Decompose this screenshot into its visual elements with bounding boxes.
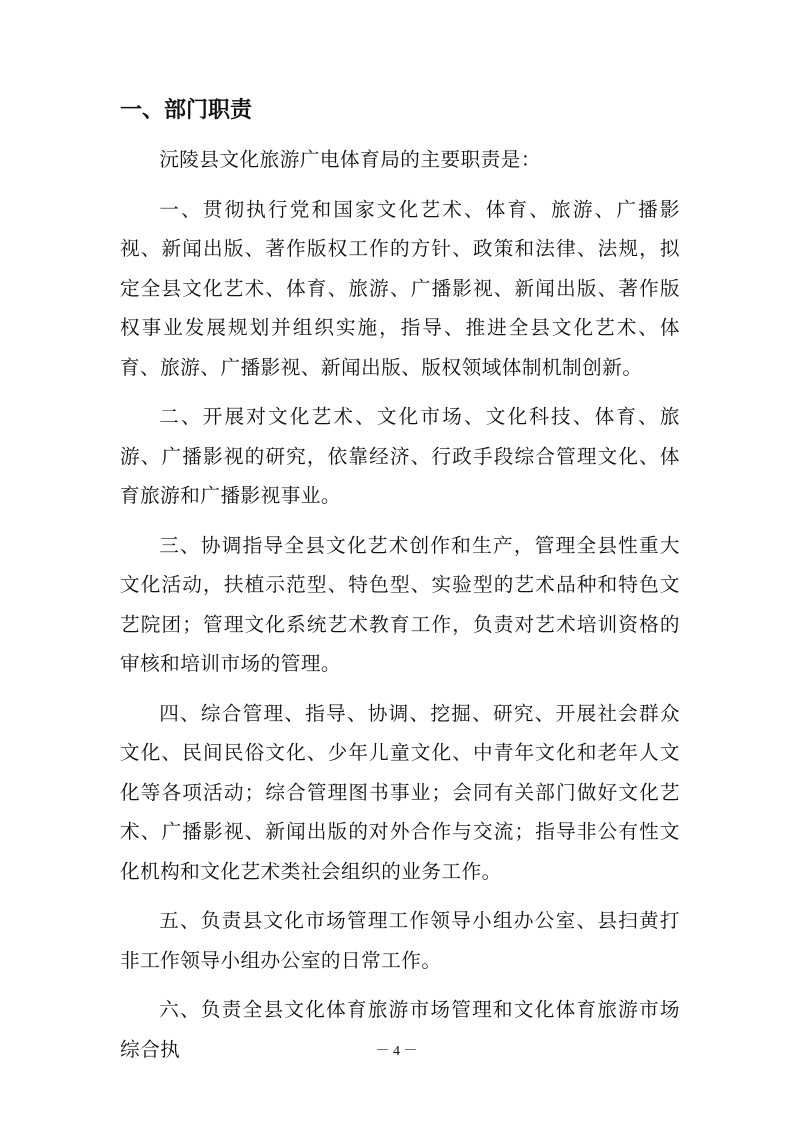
paragraph-duty-5: 五、负责县文化市场管理工作领导小组办公室、县扫黄打非工作领导小组办公室的日常工作。 (120, 909, 680, 972)
paragraph-duty-4: 四、综合管理、指导、协调、挖掘、研究、开展社会群众文化、民间民俗文化、少年儿童文化、中青年文化和老年人文化等各项活动；综合管理图书事业；会同有关部门做好文化艺术、广播影视、新闻出版的对外合作与交流；指导非公有性文化机构和文化艺术类社会组织的业务工作。 (120, 701, 680, 883)
body-text (120, 140, 680, 1079)
paragraph-duty-3: 三、协调指导全县文化艺术创作和生产，管理全县性重大文化活动，扶植示范型、特色型、实验型的艺术品种和特色文艺院团；管理文化系统艺术教育工作，负责对艺术培训资格的审核和培训市场的管理。 (120, 533, 680, 675)
section-heading: 一、部门职责 (120, 98, 253, 123)
paragraph-duty-1: 一、贯彻执行党和国家文化艺术、体育、旅游、广播影视、新闻出版、著作版权工作的方针、政策和法律、法规，拟定全县文化艺术、体育、旅游、广播影视、新闻出版、著作版权事业发展规划并组织实施，指导、推进全县文化艺术、体育、旅游、广播影视、新闻出版、版权领域体制机制创新。 (120, 197, 680, 379)
page-number: － 4 － (375, 1044, 418, 1059)
paragraph-intro: 沅陵县文化旅游广电体育局的主要职责是： (159, 148, 541, 171)
paragraph-duty-2: 二、开展对文化艺术、文化市场、文化科技、体育、旅游、广播影视的研究，依靠经济、行政手段综合管理文化、体育旅游和广播影视事业。 (120, 405, 680, 507)
paragraph-duty-6: 六、负责全县文化体育旅游市场管理和文化体育旅游市场综合执 (120, 998, 680, 1061)
